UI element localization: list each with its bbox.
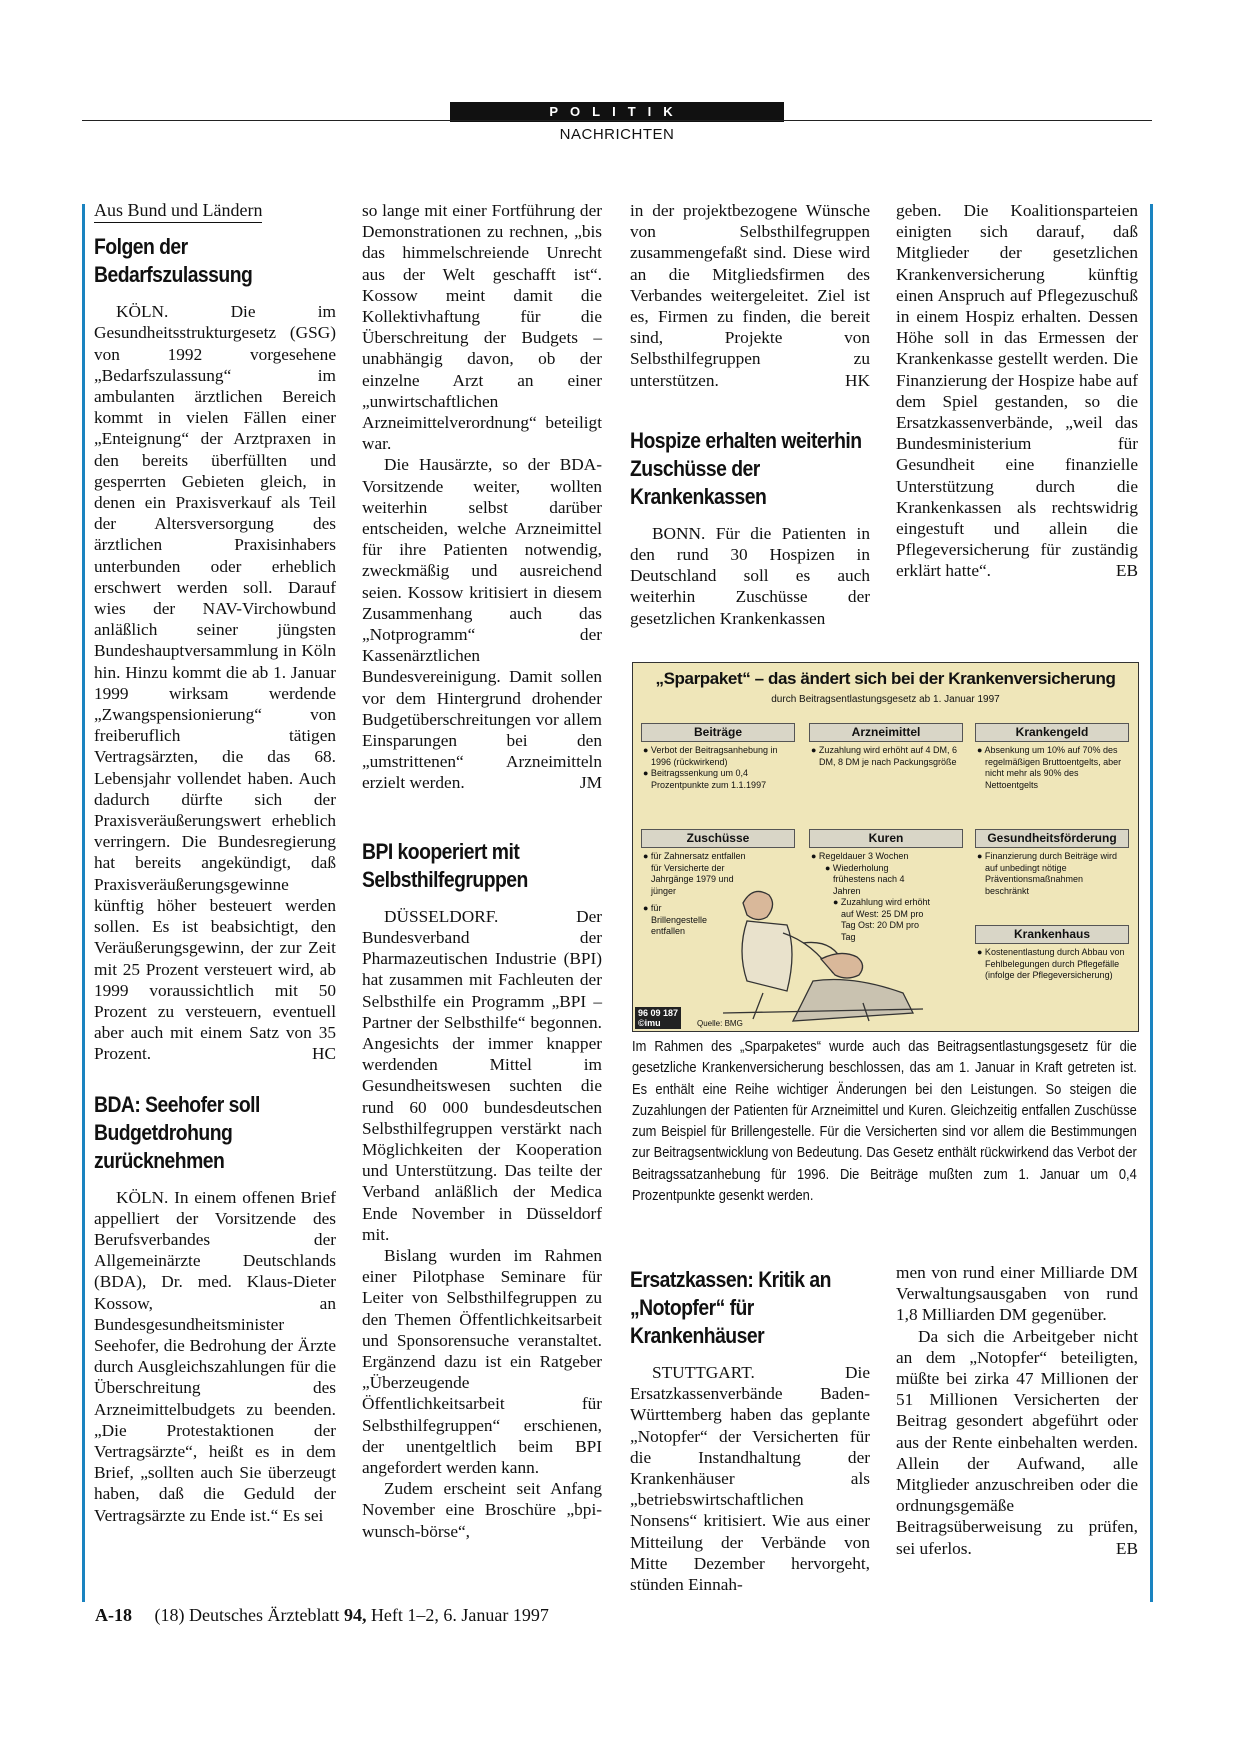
article5-body [630, 1362, 870, 1595]
column-4 [896, 200, 1138, 582]
article5-signature: EB [1115, 1538, 1138, 1558]
article1-dateline: KÖLN. [116, 302, 169, 322]
article2-paragraph-2 [362, 454, 602, 793]
box-item: ● Wiederholung frühestens nach 4 Jahren [825, 862, 905, 896]
box-item: ● Absenkung um 10% auf 70% des regelmäßigen Bruttoentgelts, aber nicht mehr als 90% des Nettoentgelts [977, 745, 1122, 790]
box-item: ● Finanzierung durch Beiträge wird auf unbedingt nötige Präventionsmaßnahmen beschränkt [977, 851, 1118, 896]
issue-date: Heft 1–2, 6. Januar 1997 [370, 1605, 549, 1625]
article4-signature: EB [1115, 561, 1138, 581]
article4-continued-text: geben. Die Koalitionsparteien einigten sich darauf, daß Mitglieder der gesetzlichen Krankenversicherung künftig einen Anspruch auf Pflegezuschuß in einem Hospiz erhalten. Dessen Höhe soll in das Ermessen der Krankenkasse gestellt werden. Die Finanzierung der Hospize habe auf dem Spiel gestanden, so die Ersatzkassenverbände, „weil das Bundesministerium für Gesundheit eine finanzielle Unterstützung durch die Krankenkassen als rechtswidrig eingestuft und allein die Pflegeversicherung für zuständig erklärt hatte“. [896, 201, 1138, 581]
article5-continued: men von rund einer Milliarde DM Verwaltungsausgaben von rund 1,8 Milliarden DM gegenüber. [896, 1263, 1138, 1325]
subsection-label: NACHRICHTEN [559, 126, 675, 143]
box-item: ● Beitragssenkung um 0,4 Prozentpunkte zum 1.1.1997 [643, 768, 767, 790]
article3-continued-text: in der projektbezogene Wünsche von Selbsthilfegruppen zusammengefaßt sind. Diese wird an die Mitgliedsfirmen des Verbandes weitergeleitet. Ziel ist es, Firmen zu finden, die bereit sind, Projekte von Selbsthilfegruppen zu unterstützen. [630, 201, 870, 390]
right-accent-bar [1150, 204, 1153, 1602]
box-item: ● Verbot der Beitragsanhebung in 1996 (rückwirkend) [643, 745, 778, 767]
header-rule [82, 120, 1152, 121]
article2-signature: JM [579, 773, 602, 793]
infographic-title: „Sparpaket“ – das ändert sich bei der Krankenversicherung [655, 669, 1116, 688]
article3-signature: HK [845, 370, 870, 390]
article4-continued [896, 200, 1138, 582]
box-head-krankengeld: Krankengeld [975, 723, 1129, 742]
volume-number: 94, [343, 1605, 367, 1625]
article1-body [94, 301, 336, 1064]
column-1 [94, 200, 336, 1526]
box-text-beitraege [643, 745, 795, 791]
article1-headline: Folgen der Bedarfszulassung [94, 234, 253, 288]
box-head-beitraege: Beiträge [641, 723, 795, 742]
article2-body [94, 1187, 336, 1526]
page-number: A-18 [95, 1605, 132, 1625]
box-item: ● Kostenentlastung durch Abbau von Fehlbelegungen durch Pflegefälle (infolge der Pflegeversicherung) [977, 947, 1125, 980]
imu-logo: ©imu [638, 1018, 661, 1028]
box-text-krankenhaus [977, 947, 1129, 982]
article4-headline: Hospize erhalten weiterhin Zuschüsse der Krankenkassen [630, 427, 862, 509]
article3-paragraph-2: Bislang wurden im Rahmen einer Pilotphase Seminare für Leiter von Selbsthilfegruppen zu den Themen Öffentlichkeitsarbeit und Sponsorensuche veranstaltet. Ergänzend dazu ist ein Ratgeber „Überzeugende Öffentlichkeitsarbeit für Selbsthilfegruppen“ erschienen, der unentgeltlich beim BPI angefordert werden kann. [362, 1245, 602, 1477]
infographic-caption: Im Rahmen des „Sparpaketes“ wurde auch das Beitragsentlastungsgesetz für die gesetzliche Krankenversicherung beschlossen, das am 1. Januar in Kraft getreten ist. Es enthält eine Reihe wichtiger Änderungen bei den Leistungen. So steigen die Zuzahlungen der Patienten für Arzneimittel und Kuren. Gleichzeitig entfallen Zuschüsse zum Beispiel für Brillengestelle. Für die Versicherten sind vor allem die Bestimmungen zur Beitragsentwicklung von Bedeutung. Das Gesetz enthält rückwirkend das Verbot der Beitragssatzanhebung für 1996. Die Beiträge mußten zum 1. Januar um 0,4 Prozentpunkte gesenkt werden. [632, 1038, 1137, 1205]
article3-text: Der Bundesverband der Pharmazeutischen Industrie (BPI) hat zusammen mit Fachleuten der Selbsthilfe ein Programm „BPI – Partner der Selbsthilfe“ begonnen. Angesichts der immer knapper werdenden Mittel im Gesundheitswesen suchten die rund 60 000 bundesdeutschen Selbsthilfegruppen verstärkt nach Möglichkeiten der Kooperation und Unterstützung. Das teilte der Verband anläßlich der Medica Ende November in Düsseldorf mit. [362, 906, 602, 1244]
article2-text: In einem offenen Brief appelliert der Vorsitzende des Berufsverbandes der Allgemeinärzte Deutschlands (BDA), Dr. med. Klaus-Dieter Kossow, an Bundesgesundheitsminister Seehofer, die Bedrohung der Ärzte durch Ausgleichszahlungen für die Überschreitung des Arzneimittelbudgets zu beenden. „Die Protestaktionen der Vertragsärzte“, heißt es in dem Brief, „sollten auch Sie überzeugt haben, daß die Geduld der Vertragsärzte zu Ende ist.“ Es sei [94, 1187, 336, 1525]
box-text-krankengeld [977, 745, 1129, 791]
box-head-gesundheitsfoerderung: Gesundheitsförderung [975, 829, 1129, 848]
box-head-krankenhaus: Krankenhaus [975, 925, 1129, 944]
box-item: ● Zuzahlung wird erhöht auf West: 25 DM pro Tag Ost: 20 DM pro Tag [833, 897, 930, 942]
article2-dateline: KÖLN. [116, 1187, 169, 1207]
graphic-code-number: 96 09 187 [638, 1008, 679, 1018]
graphic-source: Quelle: BMG [697, 1019, 743, 1028]
article2-headline: BDA: Seehofer soll Budgetdrohung zurücknehmen [94, 1091, 260, 1173]
article5-paragraph-2-text: Da sich die Arbeitgeber nicht an dem „Notopfer“ beteiligten, müßte bei zirka 47 Millionen der 51 Millionen Versicherten der Beitrag gesondert abgeführt oder aus der Rente einbehalten werden. Allein der Aufwand, alle Mitglieder anzuschreiben oder die ordnungsgemäße Beitragsüberweisung zu prüfen, sei uferlos. [896, 1326, 1138, 1558]
article5-paragraph-2 [896, 1326, 1138, 1559]
infographic [632, 662, 1139, 1032]
column-3-bottom [630, 1262, 870, 1595]
article2-paragraph-2-text: Die Hausärzte, so der BDA-Vorsitzende weiter, wollten weiterhin selbst darüber entscheiden, welche Arzneimittel für ihre Patienten notwendig, zweckmäßig und ausreichend seien. Kossow kritisiert in diesem Zusammenhang auch das „Notprogramm“ der Kassenärztlichen Bundesvereinigung. Damit sollen vor dem Hintergrund drohender Budgetüberschreitungen vor allem Einsparungen bei den „umstrittenen“ Arzneimitteln erzielt werden. [362, 455, 602, 793]
article5-headline: Ersatzkassen: Kritik an „Notopfer“ für Krankenhäuser [630, 1267, 831, 1348]
article3-paragraph-3: Zudem erscheint seit Anfang November eine Broschüre „bpi-wunsch-börse“, [362, 1479, 602, 1541]
box-head-arzneimittel: Arzneimittel [809, 723, 963, 742]
column-2 [362, 200, 602, 1542]
article4-text: Für die Patienten in den rund 30 Hospizen in Deutschland soll es auch weiterhin Zuschüsse der gesetzlichen Krankenkassen [630, 523, 870, 628]
article5-dateline: STUTTGART. [652, 1363, 755, 1382]
box-item: ● Regeldauer 3 Wochen [811, 851, 909, 861]
article1-signature: HC [311, 1044, 336, 1064]
article3-continued [630, 200, 870, 391]
article4-body [630, 523, 870, 629]
article3-dateline: DÜSSELDORF. [384, 906, 499, 926]
article3-headline: BPI kooperiert mit Selbsthilfegruppen [362, 838, 528, 892]
infographic-subtitle: durch Beitragsentlastungsgesetz ab 1. Januar 1997 [771, 694, 1000, 705]
box-text-arzneimittel [811, 745, 961, 768]
column-4-bottom [896, 1262, 1138, 1559]
section-label: POLITIK [450, 102, 784, 122]
article2-continued: so lange mit einer Fortführung der Demonstrationen zu rechnen, „bis das himmelschreiende Unrecht aus der Welt geschafft ist“. Kossow meint damit die Kollektivhaftung für die Überschreitung der Budgets – unabhängig davon, ob der einzelne Arzt an einer „unwirtschaftlichen Arzneimittelverordnung“ beteiligt war. [362, 201, 602, 454]
column-3 [630, 200, 870, 629]
article3-body [362, 906, 602, 1245]
article4-dateline: BONN. [652, 523, 706, 543]
kicker: Aus Bund und Ländern [94, 200, 262, 223]
box-item: ● für Brillengestelle entfallen [643, 903, 708, 936]
graphic-code [635, 1007, 681, 1029]
issue-label: (18) Deutsches Ärzteblatt [154, 1605, 340, 1625]
box-item: ● Zuzahlung wird erhöht auf 4 DM, 6 DM, 8 DM je nach Packungsgröße [811, 745, 958, 767]
patient-illustration [703, 863, 943, 1027]
page-footer [95, 1605, 549, 1626]
left-accent-bar [82, 204, 85, 1602]
article1-text: Die im Gesundheitsstrukturgesetz (GSG) von 1992 vorgesehene „Bedarfszulassung“ im ambulanten ärztlichen Bereich kommt in vielen Fällen einer „Enteignung“ der Arztpraxen in den bereits überfüllten und gesperrten Gebieten gleich, in denen ein Praxisverkauf als Teil der Altersversorgung des ärztlichen Praxisinhabers unterbunden oder erheblich erschwert werden soll. Darauf wies der NAV-Virchowbund anläßlich seiner jüngsten Bundeshauptversammlung in Köln hin. Hinzu kommt die ab 1. Januar 1999 wirksam werdende „Zwangspensionierung“ von freiberuflich tätigen Vertragsärzten, die das 68. Lebensjahr vollendet haben. Auch dadurch dürfte sich der Praxisveräußerungswert erheblich verringern. Die Bundesregierung hat bereits angekündigt, daß Praxisveräußerungsgewinne künftig höher besteuert werden sollen. Es ist beabsichtigt, den Veräußerungsgewinn, der zur Zeit mit 25 Prozent versteuert wird, ab 1999 voraussichtlich mit 50 Prozent zu versteuern, eventuell aber auch mit einem Satz von 35 Prozent. [94, 302, 336, 1064]
article5-text: Die Ersatzkassenverbände Baden-Württemberg haben das geplante „Notopfer“ der Versicherten für die Instandhaltung der Krankenhäuser als „betriebswirtschaftlichen Nonsens“ kritisiert. Wie aus einer Mitteilung der Verbände von Mitte Dezember hervorgeht, stünden Einnah- [630, 1363, 870, 1595]
box-head-kuren: Kuren [809, 829, 963, 848]
box-text-gesundheitsfoerderung [977, 851, 1129, 897]
box-head-zuschuesse: Zuschüsse [641, 829, 795, 848]
box-item: ● für Zahnersatz entfallen für Versicherte der Jahrgänge 1979 und jünger [643, 851, 746, 896]
